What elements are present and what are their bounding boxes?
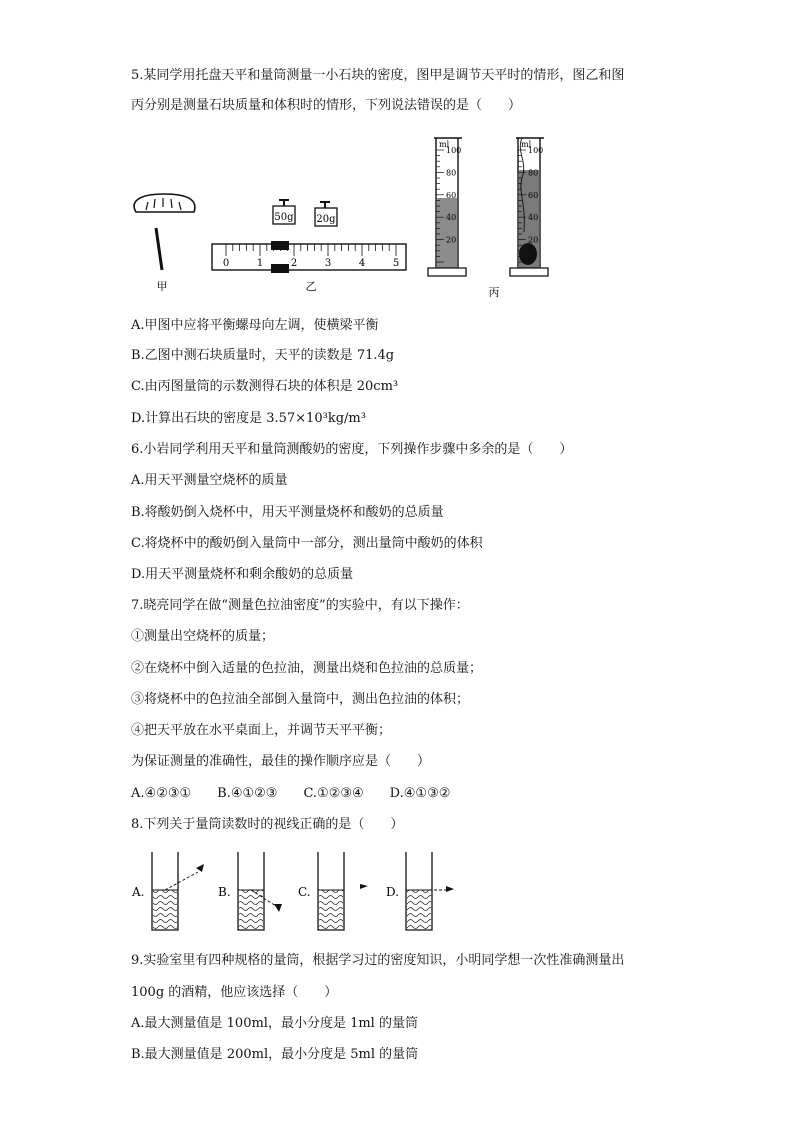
svg-text:ml: ml: [521, 140, 532, 149]
eye-icon: [196, 864, 204, 872]
weight-50g: [273, 200, 295, 224]
q5-stem-line2: 丙分别是测量石块质量和体积时的情形，下列说法错误的是（ ）: [131, 98, 522, 113]
beam-scale-ruler: [212, 241, 406, 273]
cylinder-left: [428, 138, 466, 276]
q7-step-2: ②在烧杯中倒入适量的色拉油，测量出烧和色拉油的总质量；: [131, 661, 483, 676]
q5-option-b: B.乙图中测石块质量时，天平的读数是 71.4g: [131, 348, 395, 363]
q9-stem-line2: 100g 的酒精，他应该选择（ ）: [131, 985, 338, 1000]
svg-text:50g: 50g: [274, 212, 294, 223]
q8-cylinder-c: [318, 852, 368, 930]
q9-stem-line1: 9.实验室里有四种规格的量筒，根据学习过的密度知识，小明同学想一次性准确测量出: [131, 953, 625, 968]
ruler-tick-label: 2: [290, 258, 298, 269]
q8-label-d: D.: [386, 885, 400, 899]
q9-option-a: A.最大测量值是 100ml，最小分度是 1ml 的量筒: [131, 1016, 418, 1031]
q5-stem-line1: 5.某同学用托盘天平和量筒测量一小石块的密度，图甲是调节天平时的情形，图乙和图: [131, 68, 625, 83]
label-yi: 乙: [305, 280, 317, 293]
q8-label-c: C.: [298, 885, 311, 899]
q6-option-a: A.用天平测量空烧杯的质量: [131, 473, 288, 488]
cylinder-tick-label: 80: [528, 168, 539, 178]
cylinder-tick-label: 40: [446, 213, 457, 223]
ruler-tick-label: 3: [324, 258, 332, 269]
weight-20g: [315, 202, 337, 226]
q8-label-a: A.: [132, 885, 145, 899]
ruler-tick-label: 1: [256, 258, 264, 269]
q8-figure: [128, 846, 468, 934]
q5-option-c: C.由丙图量筒的示数测得石块的体积是 20cm³: [131, 379, 399, 394]
q8-cylinder-d: [406, 852, 454, 930]
svg-text:ml: ml: [439, 140, 450, 149]
label-bing: 丙: [488, 286, 500, 299]
q5-option-a: A.甲图中应将平衡螺母向左调，使横梁平衡: [131, 318, 379, 333]
ruler-tick-label: 5: [392, 258, 400, 269]
q7-step-1: ①测量出空烧杯的质量；: [131, 629, 275, 644]
svg-text:20g: 20g: [316, 214, 336, 225]
q9-option-b: B.最大测量值是 200ml，最小分度是 5ml 的量筒: [131, 1047, 419, 1062]
q8-label-b: B.: [218, 885, 231, 899]
eye-icon: [446, 886, 454, 892]
eye-icon: [360, 884, 368, 889]
q6-option-c: C.将烧杯中的酸奶倒入量筒中一部分，测出量筒中酸奶的体积: [131, 536, 483, 551]
q7-stem: 7.晓亮同学在做“测量色拉油密度”的实验中，有以下操作：: [131, 598, 469, 613]
q7-step-3: ③将烧杯中的色拉油全部倒入量筒中，测出色拉油的体积；: [131, 692, 470, 707]
ruler-tick-label: 4: [358, 258, 366, 269]
q8-stem: 8.下列关于量筒读数时的视线正确的是（ ）: [131, 817, 404, 832]
q6-stem: 6.小岩同学利用天平和量筒测酸奶的密度，下列操作步骤中多余的是（ ）: [131, 442, 573, 457]
q8-cylinder-a: [152, 852, 204, 930]
cylinder-tick-label: 40: [528, 213, 539, 223]
cylinder-tick-label: 20: [446, 235, 457, 245]
q7-step-4: ④把天平放在水平桌面上，并调节天平平衡；: [131, 723, 392, 738]
q5-option-d: D.计算出石块的密度是 3.57×10³kg/m³: [131, 411, 366, 426]
q7-options: A.④②③① B.④①②③ C.①②③④ D.④①③②: [131, 786, 451, 801]
eye-icon: [274, 904, 282, 912]
q6-option-b: B.将酸奶倒入烧杯中，用天平测量烧杯和酸奶的总质量: [131, 505, 444, 520]
cylinder-tick-label: 60: [446, 190, 457, 200]
cylinder-right: [510, 138, 548, 276]
label-jia: 甲: [156, 280, 168, 293]
q6-option-d: D.用天平测量烧杯和剩余酸奶的总质量: [131, 567, 354, 582]
cylinder-tick-label: 100: [446, 146, 462, 155]
cylinder-tick-label: 80: [446, 168, 457, 178]
cylinder-tick-label: 60: [528, 190, 539, 200]
ruler-tick-label: 0: [222, 258, 230, 269]
balance-pointer-dial: [134, 194, 195, 270]
q7-question: 为保证测量的准确性，最佳的操作顺序应是（ ）: [131, 754, 431, 769]
q5-figure: [128, 132, 568, 304]
cylinder-tick-label: 100: [528, 146, 544, 155]
q8-cylinder-b: [238, 852, 282, 930]
cylinder-tick-label: 20: [528, 235, 539, 245]
